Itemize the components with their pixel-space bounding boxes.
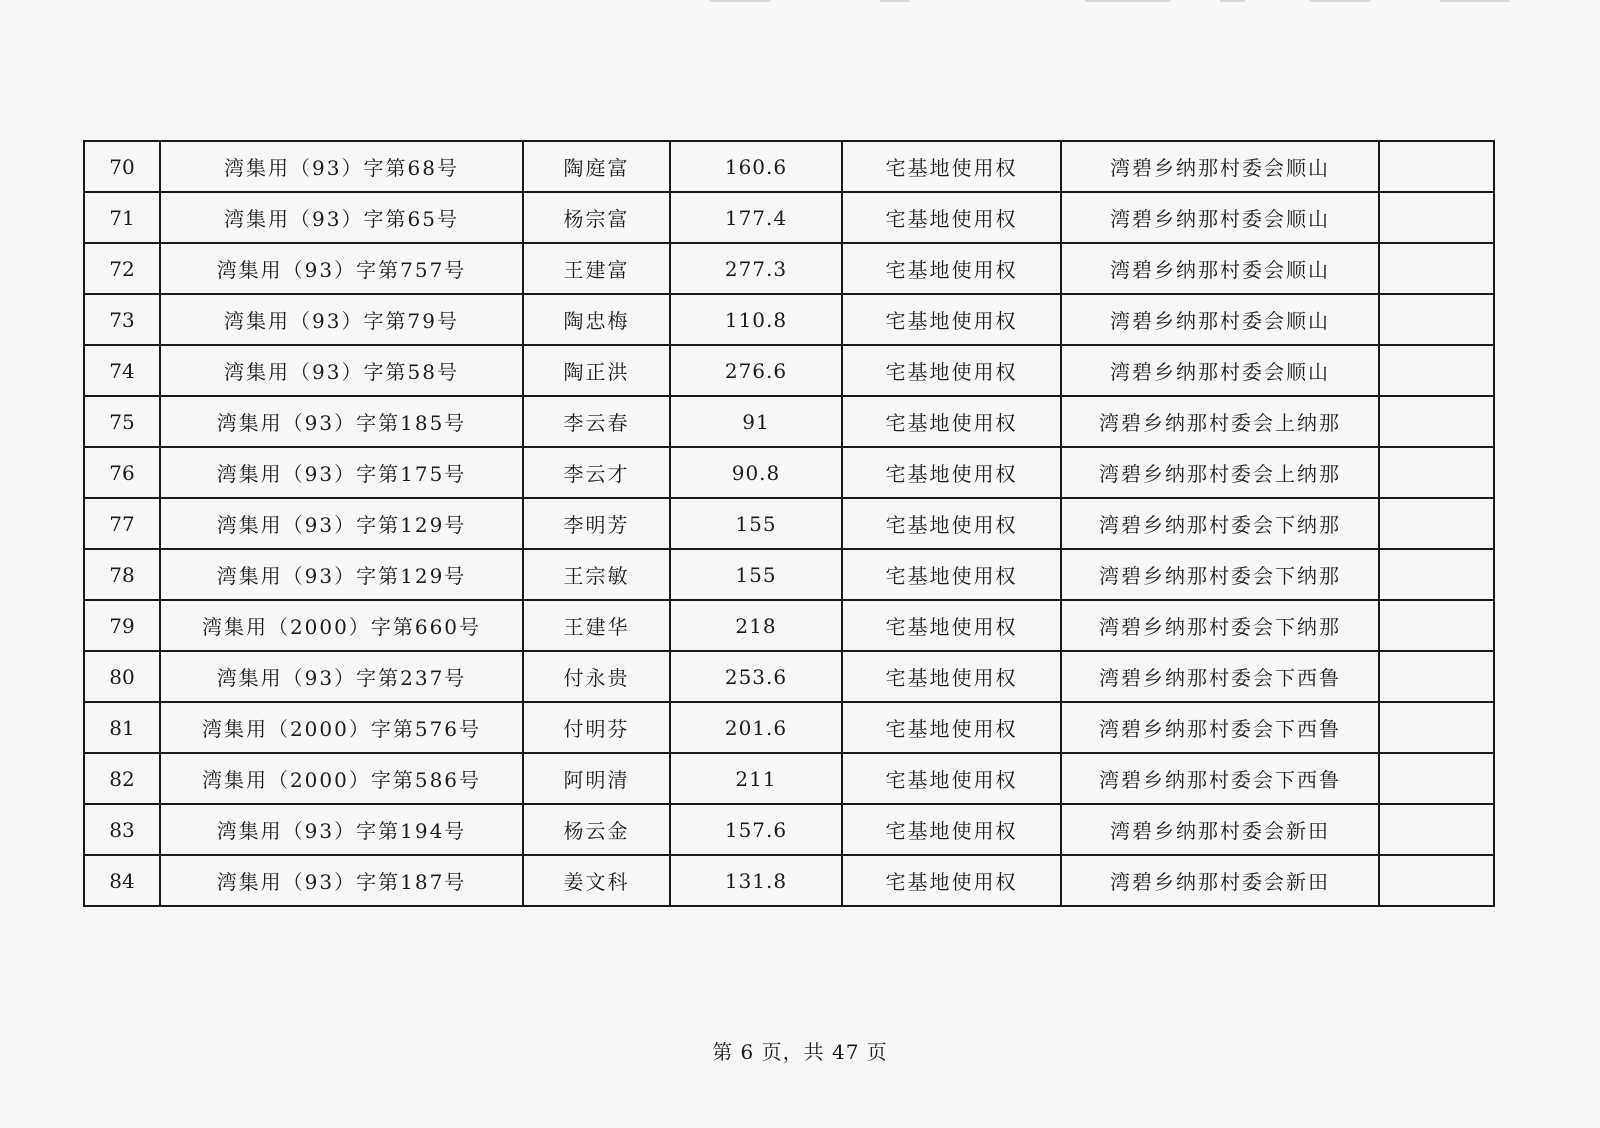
area-cell: 211 (670, 753, 842, 804)
area-cell: 155 (670, 549, 842, 600)
holder-name-cell: 陶庭富 (523, 141, 670, 192)
certificate-number-cell: 湾集用（93）字第129号 (160, 549, 523, 600)
certificate-number-cell: 湾集用（93）字第185号 (160, 396, 523, 447)
table-row (84, 549, 1494, 600)
location-cell: 湾碧乡纳那村委会下西鲁 (1061, 702, 1379, 753)
land-certificate-table (83, 140, 1495, 907)
area-cell: 91 (670, 396, 842, 447)
note-cell (1379, 804, 1494, 855)
certificate-number-cell: 湾集用（93）字第237号 (160, 651, 523, 702)
note-cell (1379, 702, 1494, 753)
location-cell: 湾碧乡纳那村委会下西鲁 (1061, 651, 1379, 702)
row-number-cell: 81 (84, 702, 160, 753)
holder-name-cell: 陶正洪 (523, 345, 670, 396)
row-number-cell: 83 (84, 804, 160, 855)
area-cell: 131.8 (670, 855, 842, 906)
location-cell: 湾碧乡纳那村委会上纳那 (1061, 396, 1379, 447)
row-number-cell: 84 (84, 855, 160, 906)
holder-name-cell: 李明芳 (523, 498, 670, 549)
area-cell: 201.6 (670, 702, 842, 753)
certificate-number-cell: 湾集用（2000）字第660号 (160, 600, 523, 651)
certificate-number-cell: 湾集用（93）字第129号 (160, 498, 523, 549)
note-cell (1379, 294, 1494, 345)
certificate-number-cell: 湾集用（2000）字第586号 (160, 753, 523, 804)
note-cell (1379, 345, 1494, 396)
row-number-cell: 70 (84, 141, 160, 192)
scan-edge-marks (0, 0, 1600, 6)
right-type-cell: 宅基地使用权 (842, 447, 1061, 498)
table-row (84, 447, 1494, 498)
right-type-cell: 宅基地使用权 (842, 753, 1061, 804)
note-cell (1379, 753, 1494, 804)
table-row (84, 396, 1494, 447)
page-number: 第 6 页，共 47 页 (712, 1040, 888, 1064)
note-cell (1379, 651, 1494, 702)
area-cell: 157.6 (670, 804, 842, 855)
holder-name-cell: 王建华 (523, 600, 670, 651)
right-type-cell: 宅基地使用权 (842, 651, 1061, 702)
row-number-cell: 82 (84, 753, 160, 804)
area-cell: 177.4 (670, 192, 842, 243)
right-type-cell: 宅基地使用权 (842, 855, 1061, 906)
note-cell (1379, 141, 1494, 192)
note-cell (1379, 447, 1494, 498)
row-number-cell: 77 (84, 498, 160, 549)
table-row (84, 753, 1494, 804)
row-number-cell: 71 (84, 192, 160, 243)
right-type-cell: 宅基地使用权 (842, 345, 1061, 396)
row-number-cell: 73 (84, 294, 160, 345)
holder-name-cell: 付永贵 (523, 651, 670, 702)
area-cell: 90.8 (670, 447, 842, 498)
certificate-number-cell: 湾集用（93）字第194号 (160, 804, 523, 855)
table-row (84, 345, 1494, 396)
area-cell: 110.8 (670, 294, 842, 345)
certificate-number-cell: 湾集用（93）字第175号 (160, 447, 523, 498)
area-cell: 276.6 (670, 345, 842, 396)
certificate-number-cell: 湾集用（93）字第187号 (160, 855, 523, 906)
location-cell: 湾碧乡纳那村委会新田 (1061, 855, 1379, 906)
right-type-cell: 宅基地使用权 (842, 804, 1061, 855)
row-number-cell: 74 (84, 345, 160, 396)
table-row (84, 804, 1494, 855)
row-number-cell: 79 (84, 600, 160, 651)
row-number-cell: 75 (84, 396, 160, 447)
right-type-cell: 宅基地使用权 (842, 396, 1061, 447)
table-row (84, 702, 1494, 753)
area-cell: 218 (670, 600, 842, 651)
certificate-number-cell: 湾集用（93）字第79号 (160, 294, 523, 345)
holder-name-cell: 杨宗富 (523, 192, 670, 243)
location-cell: 湾碧乡纳那村委会顺山 (1061, 192, 1379, 243)
location-cell: 湾碧乡纳那村委会顺山 (1061, 243, 1379, 294)
table-row (84, 600, 1494, 651)
right-type-cell: 宅基地使用权 (842, 498, 1061, 549)
table-row (84, 192, 1494, 243)
holder-name-cell: 王宗敏 (523, 549, 670, 600)
note-cell (1379, 243, 1494, 294)
holder-name-cell: 陶忠梅 (523, 294, 670, 345)
certificate-number-cell: 湾集用（93）字第757号 (160, 243, 523, 294)
area-cell: 253.6 (670, 651, 842, 702)
location-cell: 湾碧乡纳那村委会顺山 (1061, 345, 1379, 396)
holder-name-cell: 王建富 (523, 243, 670, 294)
certificate-number-cell: 湾集用（93）字第65号 (160, 192, 523, 243)
right-type-cell: 宅基地使用权 (842, 702, 1061, 753)
row-number-cell: 76 (84, 447, 160, 498)
holder-name-cell: 姜文科 (523, 855, 670, 906)
certificate-number-cell: 湾集用（2000）字第576号 (160, 702, 523, 753)
location-cell: 湾碧乡纳那村委会下纳那 (1061, 549, 1379, 600)
table-row (84, 855, 1494, 906)
location-cell: 湾碧乡纳那村委会顺山 (1061, 294, 1379, 345)
location-cell: 湾碧乡纳那村委会新田 (1061, 804, 1379, 855)
row-number-cell: 72 (84, 243, 160, 294)
location-cell: 湾碧乡纳那村委会下纳那 (1061, 498, 1379, 549)
right-type-cell: 宅基地使用权 (842, 294, 1061, 345)
note-cell (1379, 192, 1494, 243)
row-number-cell: 80 (84, 651, 160, 702)
location-cell: 湾碧乡纳那村委会下西鲁 (1061, 753, 1379, 804)
table-body (84, 141, 1494, 906)
table-row (84, 141, 1494, 192)
right-type-cell: 宅基地使用权 (842, 192, 1061, 243)
location-cell: 湾碧乡纳那村委会下纳那 (1061, 600, 1379, 651)
note-cell (1379, 855, 1494, 906)
holder-name-cell: 阿明清 (523, 753, 670, 804)
note-cell (1379, 549, 1494, 600)
certificate-number-cell: 湾集用（93）字第58号 (160, 345, 523, 396)
holder-name-cell: 李云才 (523, 447, 670, 498)
area-cell: 155 (670, 498, 842, 549)
holder-name-cell: 付明芬 (523, 702, 670, 753)
area-cell: 277.3 (670, 243, 842, 294)
right-type-cell: 宅基地使用权 (842, 549, 1061, 600)
holder-name-cell: 李云春 (523, 396, 670, 447)
holder-name-cell: 杨云金 (523, 804, 670, 855)
certificate-number-cell: 湾集用（93）字第68号 (160, 141, 523, 192)
table-row (84, 243, 1494, 294)
note-cell (1379, 498, 1494, 549)
table-row (84, 294, 1494, 345)
right-type-cell: 宅基地使用权 (842, 141, 1061, 192)
right-type-cell: 宅基地使用权 (842, 243, 1061, 294)
table-row (84, 651, 1494, 702)
right-type-cell: 宅基地使用权 (842, 600, 1061, 651)
note-cell (1379, 396, 1494, 447)
table-row (84, 498, 1494, 549)
row-number-cell: 78 (84, 549, 160, 600)
location-cell: 湾碧乡纳那村委会上纳那 (1061, 447, 1379, 498)
location-cell: 湾碧乡纳那村委会顺山 (1061, 141, 1379, 192)
note-cell (1379, 600, 1494, 651)
area-cell: 160.6 (670, 141, 842, 192)
